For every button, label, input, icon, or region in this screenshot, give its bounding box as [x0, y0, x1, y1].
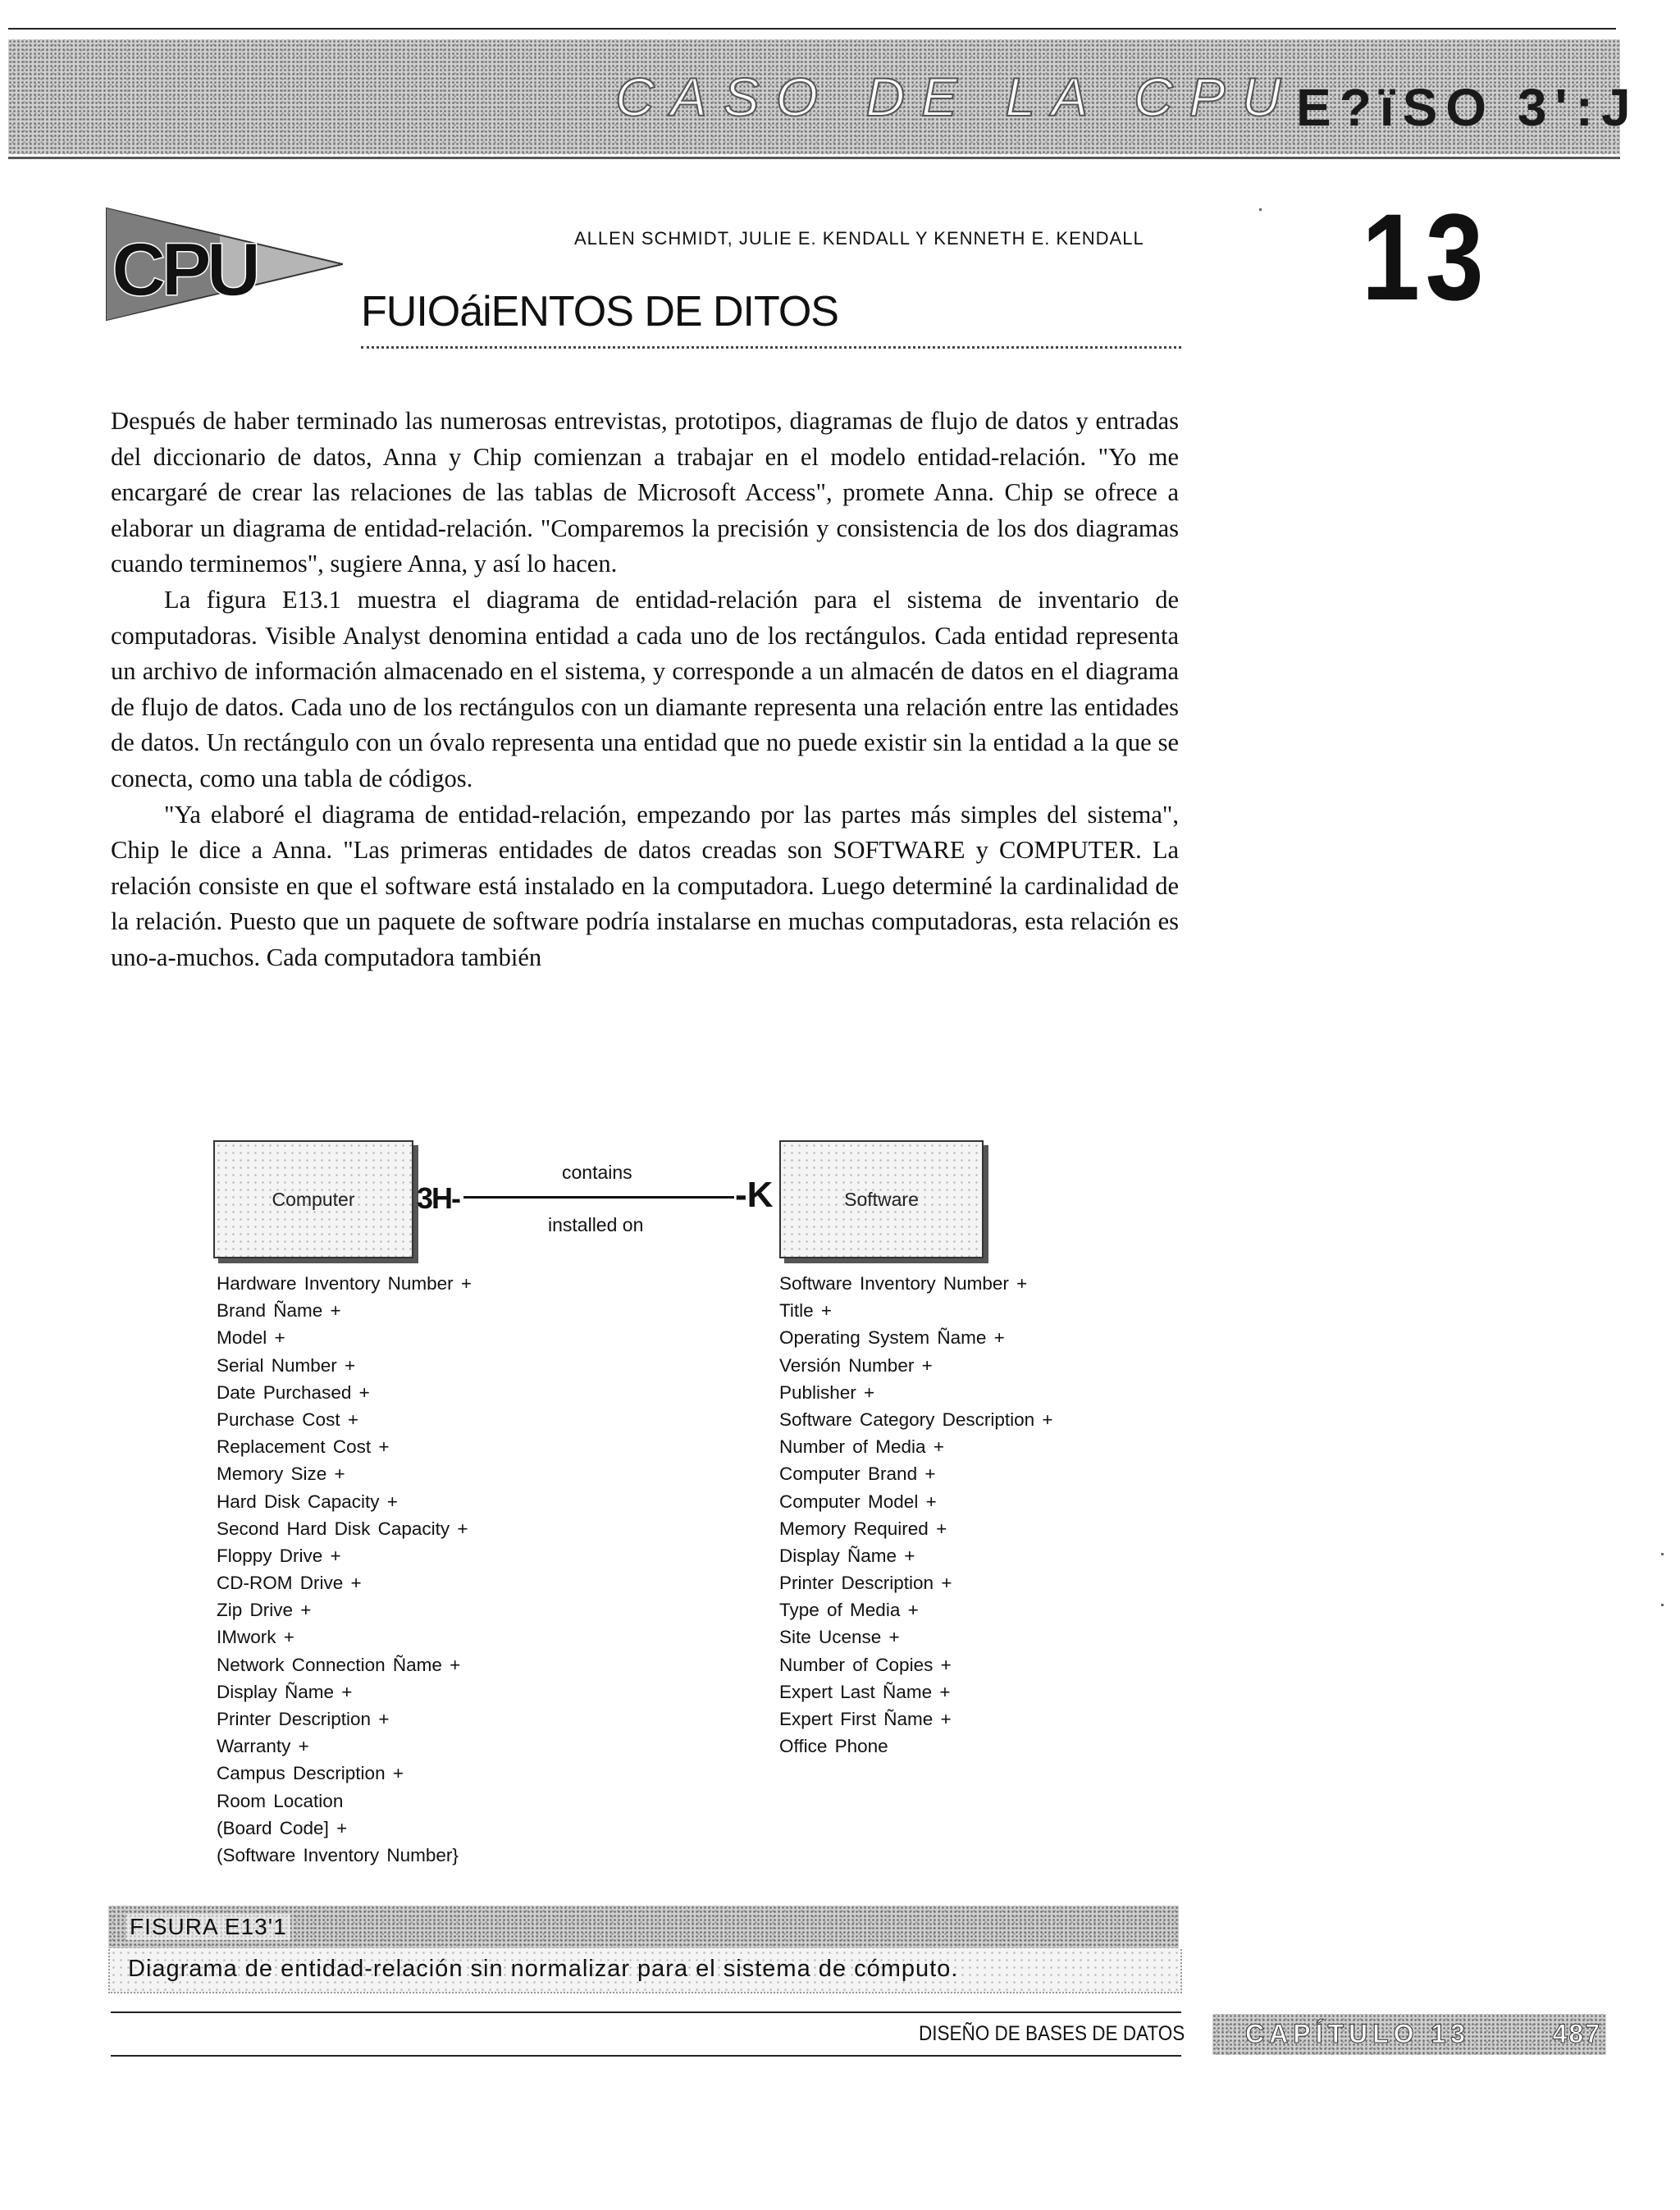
paragraph: La figura E13.1 muestra el diagrama de entidad-relación para el sistema de inventario de computadoras. Visible Analyst denomina entidad a cada uno de los rectángulos. Cada entidad representa un archivo de información almacenado en el sistema, y corresponde a un almacén de datos en el diagrama de flujo de datos. Cada uno de los rectángulos con un diamante representa una relación entre las entidades de datos. Un rectángulo con un óvalo representa una entidad que no puede existir sin la entidad a la que se conecta, como una tabla de códigos. [111, 585, 1179, 792]
figure-caption-band [108, 1906, 1179, 1948]
chapter-number: 13 [1362, 188, 1490, 326]
margin-mark [1661, 1604, 1664, 1606]
software-attribute-list [779, 1270, 1053, 1760]
paragraph: Después de haber terminado las numerosas entrevistas, prototipos, diagramas de flujo de datos y entradas del diccionario de datos, Anna y Chip comienzan a trabajar en el modelo entidad-relación. "Yo me encargaré de crear las relaciones de las tablas de Microsoft Access", promete Anna. Chip se ofrece a elaborar un diagrama de entidad-relación. "Comparemos la precisión y consistencia de los dos diagramas cuando terminemos", sugiere Anna, y así lo hacen. [111, 407, 1179, 578]
attribute-item: Hardware Inventory Number + [217, 1273, 472, 1294]
attribute-item: Software Inventory Number + [779, 1273, 1028, 1294]
attribute-item: Title + [779, 1300, 833, 1322]
attribute-item: Software Category Description + [779, 1409, 1053, 1430]
attribute-item: Network Connection Ñame + [217, 1654, 461, 1675]
attribute-item: Campus Description + [217, 1763, 404, 1784]
attribute-item: Expert Last Ñame + [779, 1681, 951, 1702]
attribute-item: Memory Required + [779, 1518, 947, 1539]
page-number: 487 [1552, 2019, 1601, 2048]
header-title: CASO DE LA CPU [615, 66, 1298, 127]
attribute-item: Hard Disk Capacity + [217, 1491, 398, 1512]
attribute-item: Printer Description + [779, 1573, 952, 1594]
attribute-item: Warranty + [217, 1736, 309, 1757]
relation-label-top: contains [562, 1162, 632, 1183]
attribute-item: Replacement Cost + [217, 1436, 390, 1458]
body-text [111, 404, 1179, 976]
attribute-item: Expert First Ñame + [779, 1709, 952, 1729]
attribute-item: (Software Inventory Number} [217, 1844, 459, 1865]
attribute-item: Operating System Ñame + [779, 1327, 1005, 1349]
attribute-item: Computer Brand + [779, 1463, 936, 1485]
relation-label-bottom: installed on [548, 1214, 644, 1235]
attribute-item: Second Hard Disk Capacity + [217, 1518, 468, 1539]
attribute-item: Room Location [217, 1790, 344, 1811]
logo-text: CPU [112, 228, 257, 312]
attribute-item: Number of Copies + [779, 1654, 952, 1675]
pennant-logo-icon [105, 207, 343, 322]
figure-caption-box [108, 1949, 1182, 1993]
header-rule [8, 157, 1620, 159]
attribute-item: Printer Description + [217, 1709, 390, 1729]
entity-software [779, 1140, 984, 1258]
footer-rule [111, 2055, 1181, 2057]
margin-mark [1259, 208, 1262, 211]
title-rule [361, 346, 1181, 349]
figure-caption-label: FISURA E13'1 [126, 1914, 290, 1940]
attribute-item: Display Ñame + [779, 1545, 915, 1566]
chapter-title: FUIOáiENTOS DE DITOS [361, 288, 838, 336]
entity-computer [213, 1140, 413, 1258]
cardinality-right: -K [735, 1175, 774, 1215]
cpu-logo [105, 207, 343, 322]
attribute-item: Office Phone [779, 1736, 888, 1757]
cardinality-left: 3H- [417, 1181, 460, 1215]
attribute-item: Serial Number + [217, 1354, 356, 1376]
figure-caption-text: Diagrama de entidad-relación sin normalizar para el sistema de cómputo. [128, 1956, 959, 1982]
footer-chapter: CAPÍTULO 13 [1245, 2019, 1471, 2048]
attribute-item: Site Ucense + [779, 1627, 900, 1648]
attribute-item: Memory Size + [217, 1463, 345, 1485]
top-rule [8, 28, 1616, 30]
attribute-item: Date Purchased + [217, 1381, 370, 1403]
authors: ALLEN SCHMIDT, JULIE E. KENDALL Y KENNETH E. KENDALL [574, 228, 1144, 249]
header-code: E?ïSO 3':J [1296, 78, 1639, 137]
attribute-item: Brand Ñame + [217, 1300, 341, 1322]
attribute-item: Publisher + [779, 1381, 875, 1403]
attribute-item: Type of Media + [779, 1600, 919, 1621]
attribute-item: Floppy Drive + [217, 1545, 341, 1566]
attribute-item: Display Ñame + [217, 1681, 353, 1702]
attribute-item: Purchase Cost + [217, 1409, 358, 1430]
computer-attribute-list [217, 1270, 472, 1869]
paragraph: "Ya elaboré el diagrama de entidad-relación, empezando por las partes más simples del sistema", Chip le dice a Anna. "Las primeras entidades de datos creadas son SOFTWARE y COMPUTER. La relación consiste en que el software está instalado en la computadora. Luego determiné la cardinalidad de la relación. Puesto que un paquete de software podría instalarse en muchas computadoras, esta relación es uno-a-muchos. Cada computadora también [111, 800, 1179, 971]
attribute-item: Number of Media + [779, 1436, 944, 1458]
footer-section: DISEÑO DE BASES DE DATOS [919, 2022, 1185, 2045]
attribute-item: Computer Model + [779, 1491, 937, 1512]
header-band [8, 39, 1639, 154]
attribute-item: CD-ROM Drive + [217, 1573, 362, 1594]
footer-band [1212, 2014, 1606, 2055]
attribute-item: (Board Code] + [217, 1817, 348, 1838]
attribute-item: Zip Drive + [217, 1600, 312, 1621]
entity-label: Software [844, 1188, 919, 1210]
relation-line [463, 1196, 734, 1199]
footer-rule [111, 2011, 1181, 2013]
attribute-item: Versión Number + [779, 1354, 933, 1376]
attribute-item: Model + [217, 1327, 285, 1349]
attribute-item: IMwork + [217, 1627, 294, 1648]
entity-label: Computer [272, 1188, 355, 1210]
margin-mark [1661, 1553, 1664, 1555]
